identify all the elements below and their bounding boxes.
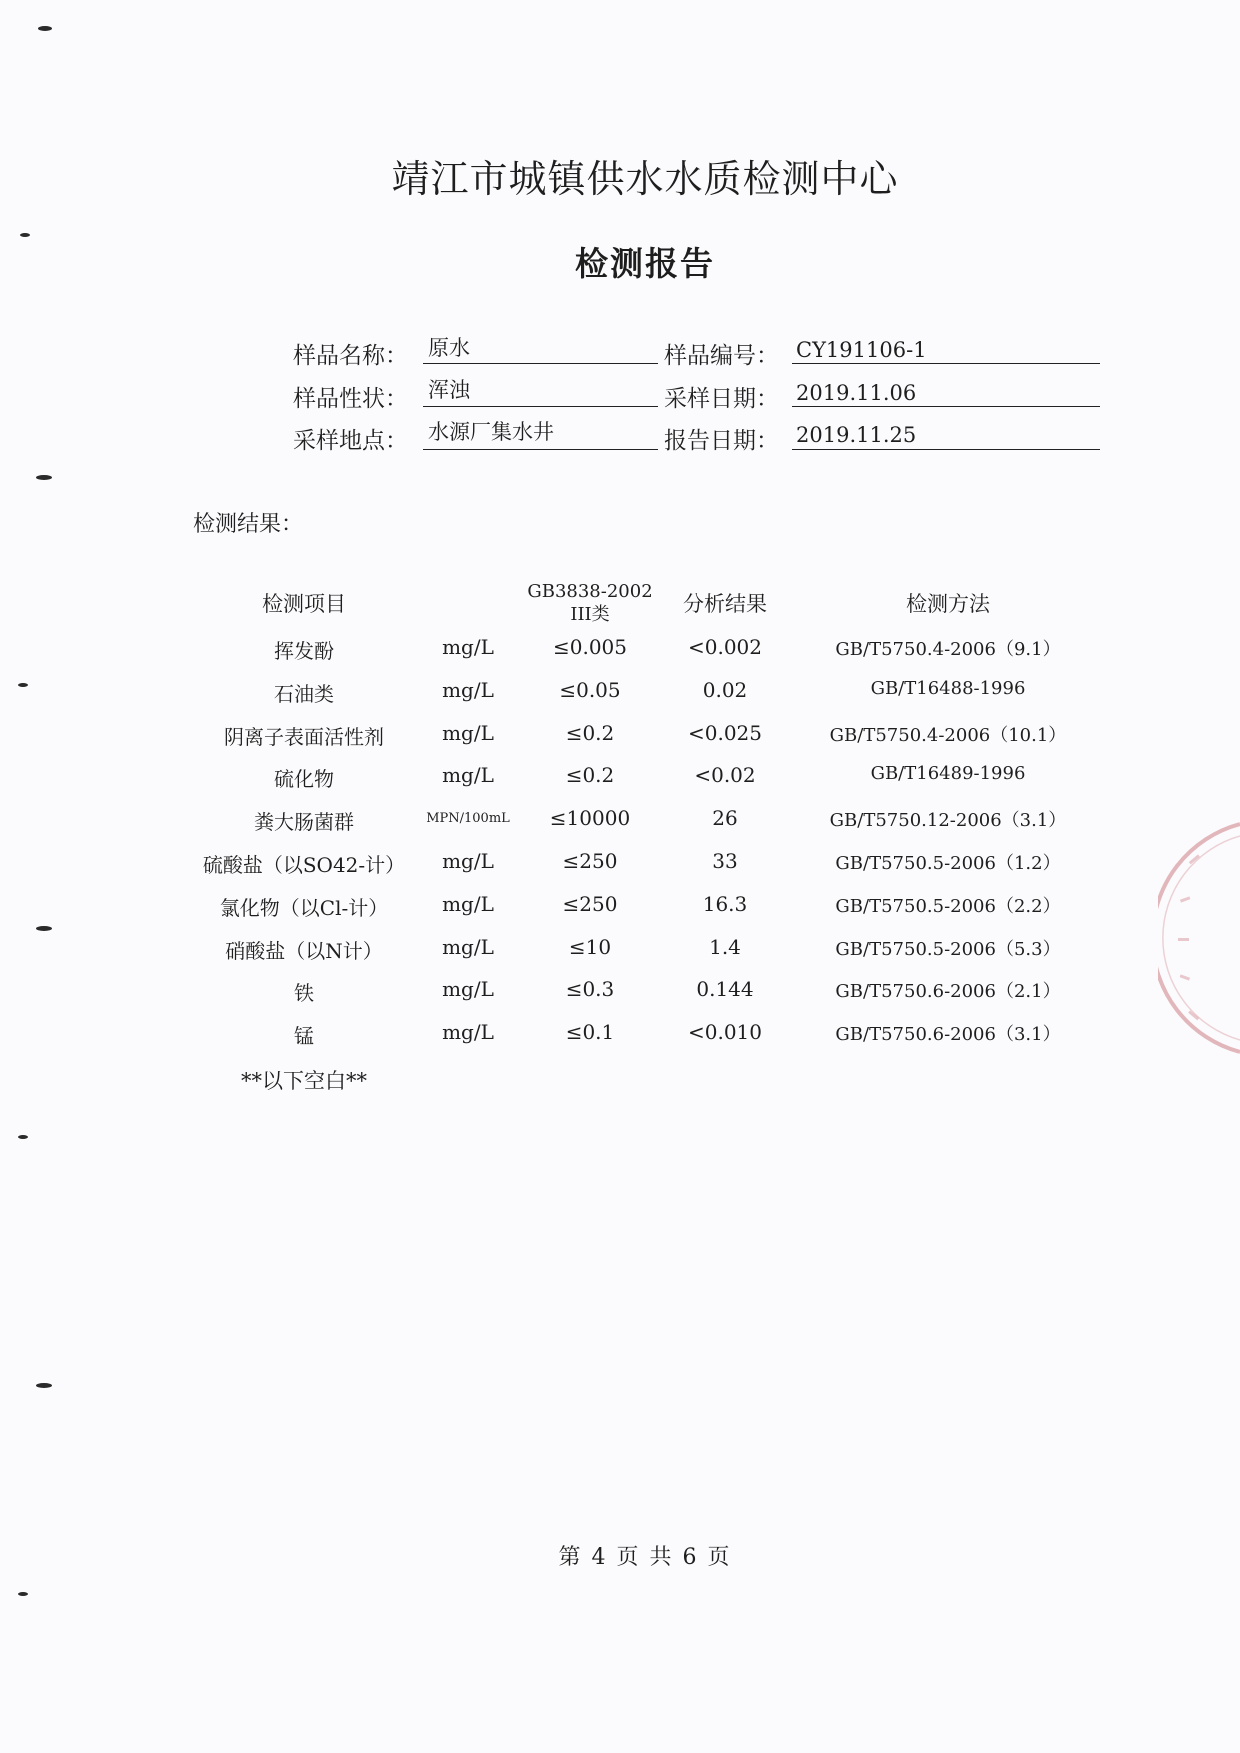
cell-method: GB/T5750.5-2006（5.3） [835,939,1061,960]
sampling-site-underline [423,449,658,450]
cell-item: 粪大肠菌群 [254,810,354,834]
report-date-value: 2019.11.25 [796,423,917,447]
header-standard [520,580,660,626]
sampling-site-label: 采样地点： [293,428,408,454]
cell-result: 1.4 [709,935,741,959]
blank-below-note: **以下空白** [241,1069,367,1093]
report-date-underline [792,449,1100,450]
cell-result: 16.3 [702,892,748,916]
report-date-label: 报告日期： [664,428,779,454]
header-standard-line2: III类 [570,604,610,625]
cell-item: 阴离子表面活性剂 [224,725,384,749]
cell-unit: mg/L [442,892,494,916]
sample-state-underline [423,406,658,407]
scan-mark [36,475,52,480]
sample-no-underline [792,363,1100,364]
cell-item: 铁 [294,981,314,1005]
cell-unit: mg/L [442,977,494,1001]
cell-method: GB/T5750.6-2006（2.1） [835,981,1061,1002]
sample-name-label: 样品名称： [293,343,408,369]
cell-result: <0.025 [687,721,762,745]
cell-standard: ≤0.2 [565,763,615,787]
organization-title: 靖江市城镇供水水质检测中心 [391,157,899,201]
cell-standard: ≤0.005 [552,635,627,659]
cell-unit: mg/L [442,635,494,659]
sampling-date-value: 2019.11.06 [796,381,917,405]
cell-result: <0.010 [687,1020,762,1044]
cell-item: 硫酸盐（以SO42-计） [202,853,406,877]
cell-unit: mg/L [442,678,494,702]
cell-item: 石油类 [274,682,334,706]
cell-standard: ≤0.3 [565,977,615,1001]
cell-result: 0.144 [696,977,754,1001]
cell-standard: ≤10 [568,935,612,959]
sampling-site-value: 水源厂集水井 [428,420,554,444]
cell-item: 挥发酚 [274,639,334,663]
report-title: 检测报告 [575,244,715,283]
official-seal [1158,818,1240,1058]
scan-mark [20,233,30,237]
cell-method: GB/T5750.4-2006（9.1） [835,639,1061,660]
cell-method: GB/T5750.6-2006（3.1） [835,1024,1061,1045]
cell-unit: mg/L [442,763,494,787]
results-label: 检测结果： [193,512,304,537]
cell-item: 锰 [294,1024,314,1048]
cell-method: GB/T5750.4-2006（10.1） [829,725,1067,746]
cell-result: 26 [712,806,738,830]
cell-method: GB/T16489-1996 [870,763,1026,784]
cell-standard: ≤10000 [549,806,631,830]
scan-mark [18,1135,28,1139]
cell-result: <0.02 [694,763,756,787]
scan-mark [18,1592,28,1596]
cell-unit: mg/L [442,721,494,745]
scan-mark [36,926,52,931]
cell-standard: ≤250 [562,849,618,873]
cell-standard: ≤0.05 [559,678,621,702]
header-result: 分析结果 [683,592,767,616]
cell-result: 33 [712,849,738,873]
sample-no-label: 样品编号： [664,343,779,369]
cell-method: GB/T5750.12-2006（3.1） [829,810,1067,831]
cell-unit: mg/L [442,935,494,959]
cell-standard: ≤0.2 [565,721,615,745]
cell-item: 硫化物 [274,767,334,791]
cell-unit: mg/L [442,849,494,873]
scan-mark [38,26,52,31]
cell-item: 硝酸盐（以N计） [225,939,383,963]
header-method: 检测方法 [906,592,990,616]
sample-no-value: CY191106-1 [796,338,927,362]
sample-state-label: 样品性状： [293,386,408,412]
scan-mark [18,683,28,687]
cell-unit: MPN/100mL [426,811,510,826]
cell-result: <0.002 [687,635,762,659]
cell-result: 0.02 [702,678,748,702]
cell-method: GB/T5750.5-2006（2.2） [835,896,1061,917]
sampling-date-underline [792,406,1100,407]
cell-item: 氯化物（以Cl-计） [219,896,389,920]
cell-method: GB/T16488-1996 [870,678,1026,699]
sample-name-value: 原水 [428,336,470,360]
cell-method: GB/T5750.5-2006（1.2） [835,853,1061,874]
header-item: 检测项目 [262,592,346,616]
sampling-date-label: 采样日期： [664,386,779,412]
cell-standard: ≤250 [562,892,618,916]
cell-unit: mg/L [442,1020,494,1044]
sample-state-value: 浑浊 [428,378,470,402]
scan-mark [36,1383,52,1388]
page-number: 第 4 页 共 6 页 [558,1545,732,1570]
sample-name-underline [423,363,658,364]
header-standard-line1: GB3838-2002 [527,581,653,602]
cell-standard: ≤0.1 [565,1020,615,1044]
